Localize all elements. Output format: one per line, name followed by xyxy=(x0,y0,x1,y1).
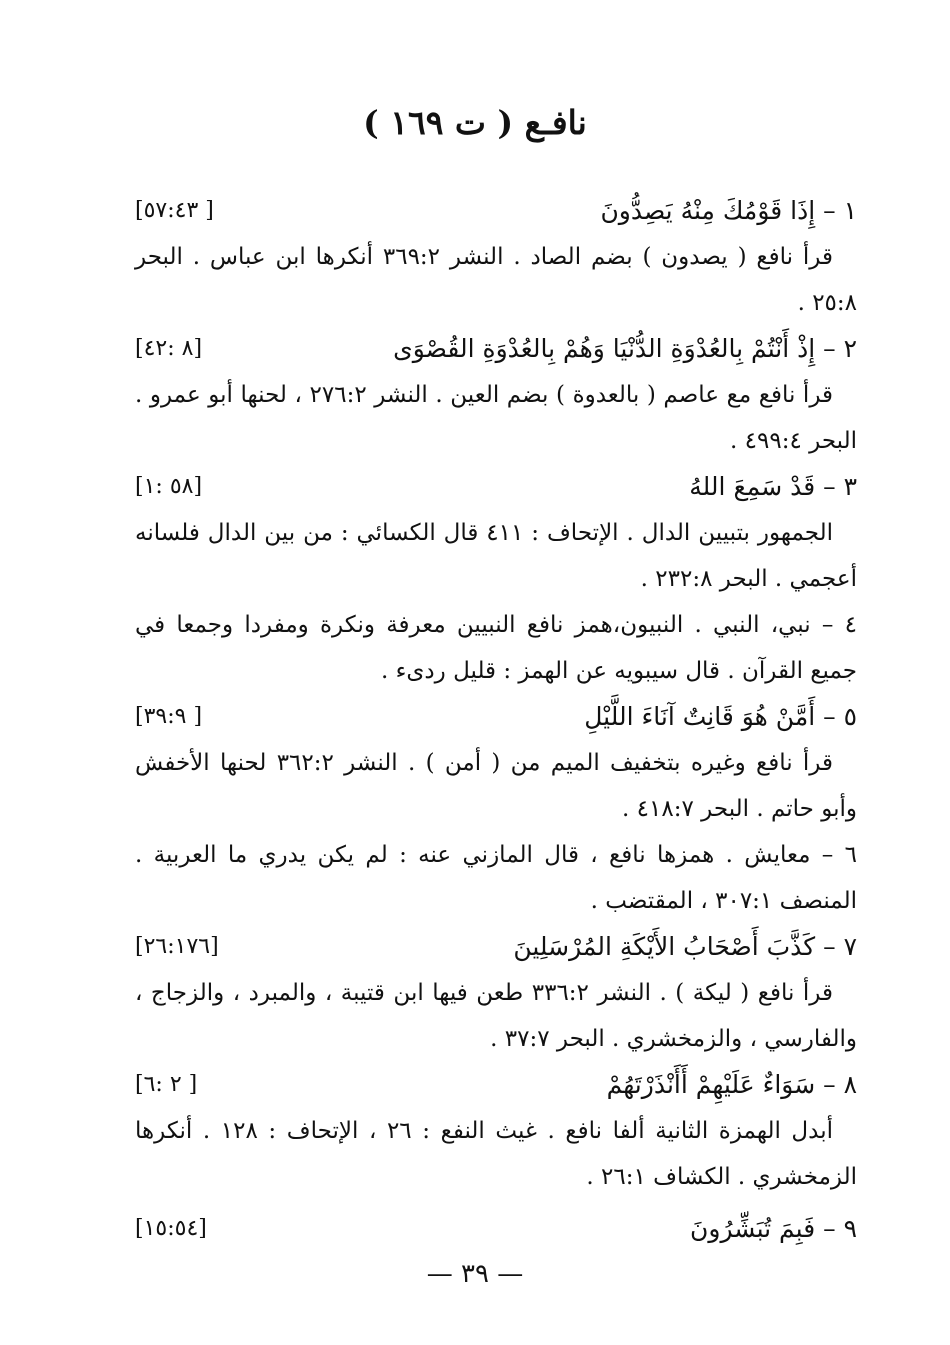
commentary: قرأ نافع ( ليكة ) . النشر ٣٣٦:٢ طعن فيها ابن قتيبة ، والمبرد ، والزجاج ، والفارسي ، والزمخشري . البحر ٣٧:٧ . xyxy=(135,980,857,1052)
page-title: نافـع ( ت ١٦٩ ) xyxy=(363,103,587,142)
verse-line xyxy=(135,326,857,372)
verse-reference: [٢ :٦ ] xyxy=(135,1072,198,1097)
verse-line xyxy=(135,924,857,970)
verse-text: ٥ – أَمَّنْ هُوَ قَانِتٌ آنَاءَ اللَّيْلِ xyxy=(584,702,857,731)
entry-2 xyxy=(135,326,857,464)
verse-reference: [٥٧:٤٣ ] xyxy=(135,198,214,223)
entry-4 xyxy=(135,602,857,694)
verse-line xyxy=(135,1206,857,1252)
verse-reference: [٣٩:٩ ] xyxy=(135,704,203,729)
entry-9 xyxy=(135,1206,857,1252)
commentary: ٦ – معايش . همزها نافع ، قال المازني عنه : لم يكن يدري ما العربية . المنصف ٣٠٧:١ ، المقتضب . xyxy=(135,842,857,914)
commentary: قرأ نافع مع عاصم ( بالعدوة ) بضم العين . النشر ٢٧٦:٢ ، لحنها أبو عمرو . البحر ٤٩٩:٤ . xyxy=(135,382,857,454)
commentary: الجمهور بتبيين الدال . الإتحاف : ٤١١ قال الكسائي : من بين الدال فلسانه أعجمي . البحر ٢٣٢:٨ . xyxy=(135,520,857,592)
entry-8 xyxy=(135,1062,857,1200)
verse-text: ٢ – إِذْ أَنْتُمْ بِالعُدْوَةِ الدُّنْيَا وَهُمْ بِالعُدْوَةِ القُصْوَى xyxy=(393,334,857,363)
entry-3 xyxy=(135,464,857,602)
verse-text: ٧ – كَذَّبَ أَصْحَابُ الأَيْكَةِ المُرْسَلِينَ xyxy=(513,932,857,961)
page-number: — ٣٩ — xyxy=(426,1259,524,1289)
verse-text: ١ – إِذَا قَوْمُكَ مِنْهُ يَصِدُّونَ xyxy=(600,196,857,225)
verse-reference: [٥٨ :١] xyxy=(135,474,203,499)
commentary: قرأ نافع وغيره بتخفيف الميم من ( أمن ) . النشر ٣٦٢:٢ لحنها الأخفش وأبو حاتم . البحر ٤١٨:٧ . xyxy=(135,750,857,822)
entry-5 xyxy=(135,694,857,832)
verse-reference: [٨ :٤٢] xyxy=(135,336,203,361)
commentary: ٤ – نبي، النبي . النبيون،همز نافع النبيين معرفة ونكرة ومفردا وجمعا في جميع القرآن . قال سيبويه عن الهمز : قليل ردىء . xyxy=(135,612,857,684)
verse-text: ٩ – فَبِمَ تُبَشِّرُونَ xyxy=(690,1214,857,1243)
entry-7 xyxy=(135,924,857,1062)
verse-line xyxy=(135,694,857,740)
verse-text: ٨ – سَوَاءٌ عَلَيْهِمْ أَأَنْذَرْتَهُمْ xyxy=(606,1070,857,1099)
verse-line xyxy=(135,464,857,510)
verse-text: ٣ – قَدْ سَمِعَ اللهُ xyxy=(689,472,857,501)
entry-6 xyxy=(135,832,857,924)
verse-line xyxy=(135,1062,857,1108)
entries-list xyxy=(135,188,857,1252)
commentary: قرأ نافع ( يصدون ) بضم الصاد . النشر ٣٦٩:٢ أنكرها ابن عباس . البحر ٢٥:٨ . xyxy=(135,244,857,316)
commentary: أبدل الهمزة الثانية ألفا نافع . غيث النفع : ٢٦ ، الإتحاف : ١٢٨ . أنكرها الزمخشري . الكشاف ٢٦:١ . xyxy=(135,1118,857,1190)
verse-reference: [١٥:٥٤] xyxy=(135,1216,207,1241)
verse-reference: [٢٦:١٧٦] xyxy=(135,934,219,959)
verse-line xyxy=(135,188,857,234)
entry-1 xyxy=(135,188,857,326)
